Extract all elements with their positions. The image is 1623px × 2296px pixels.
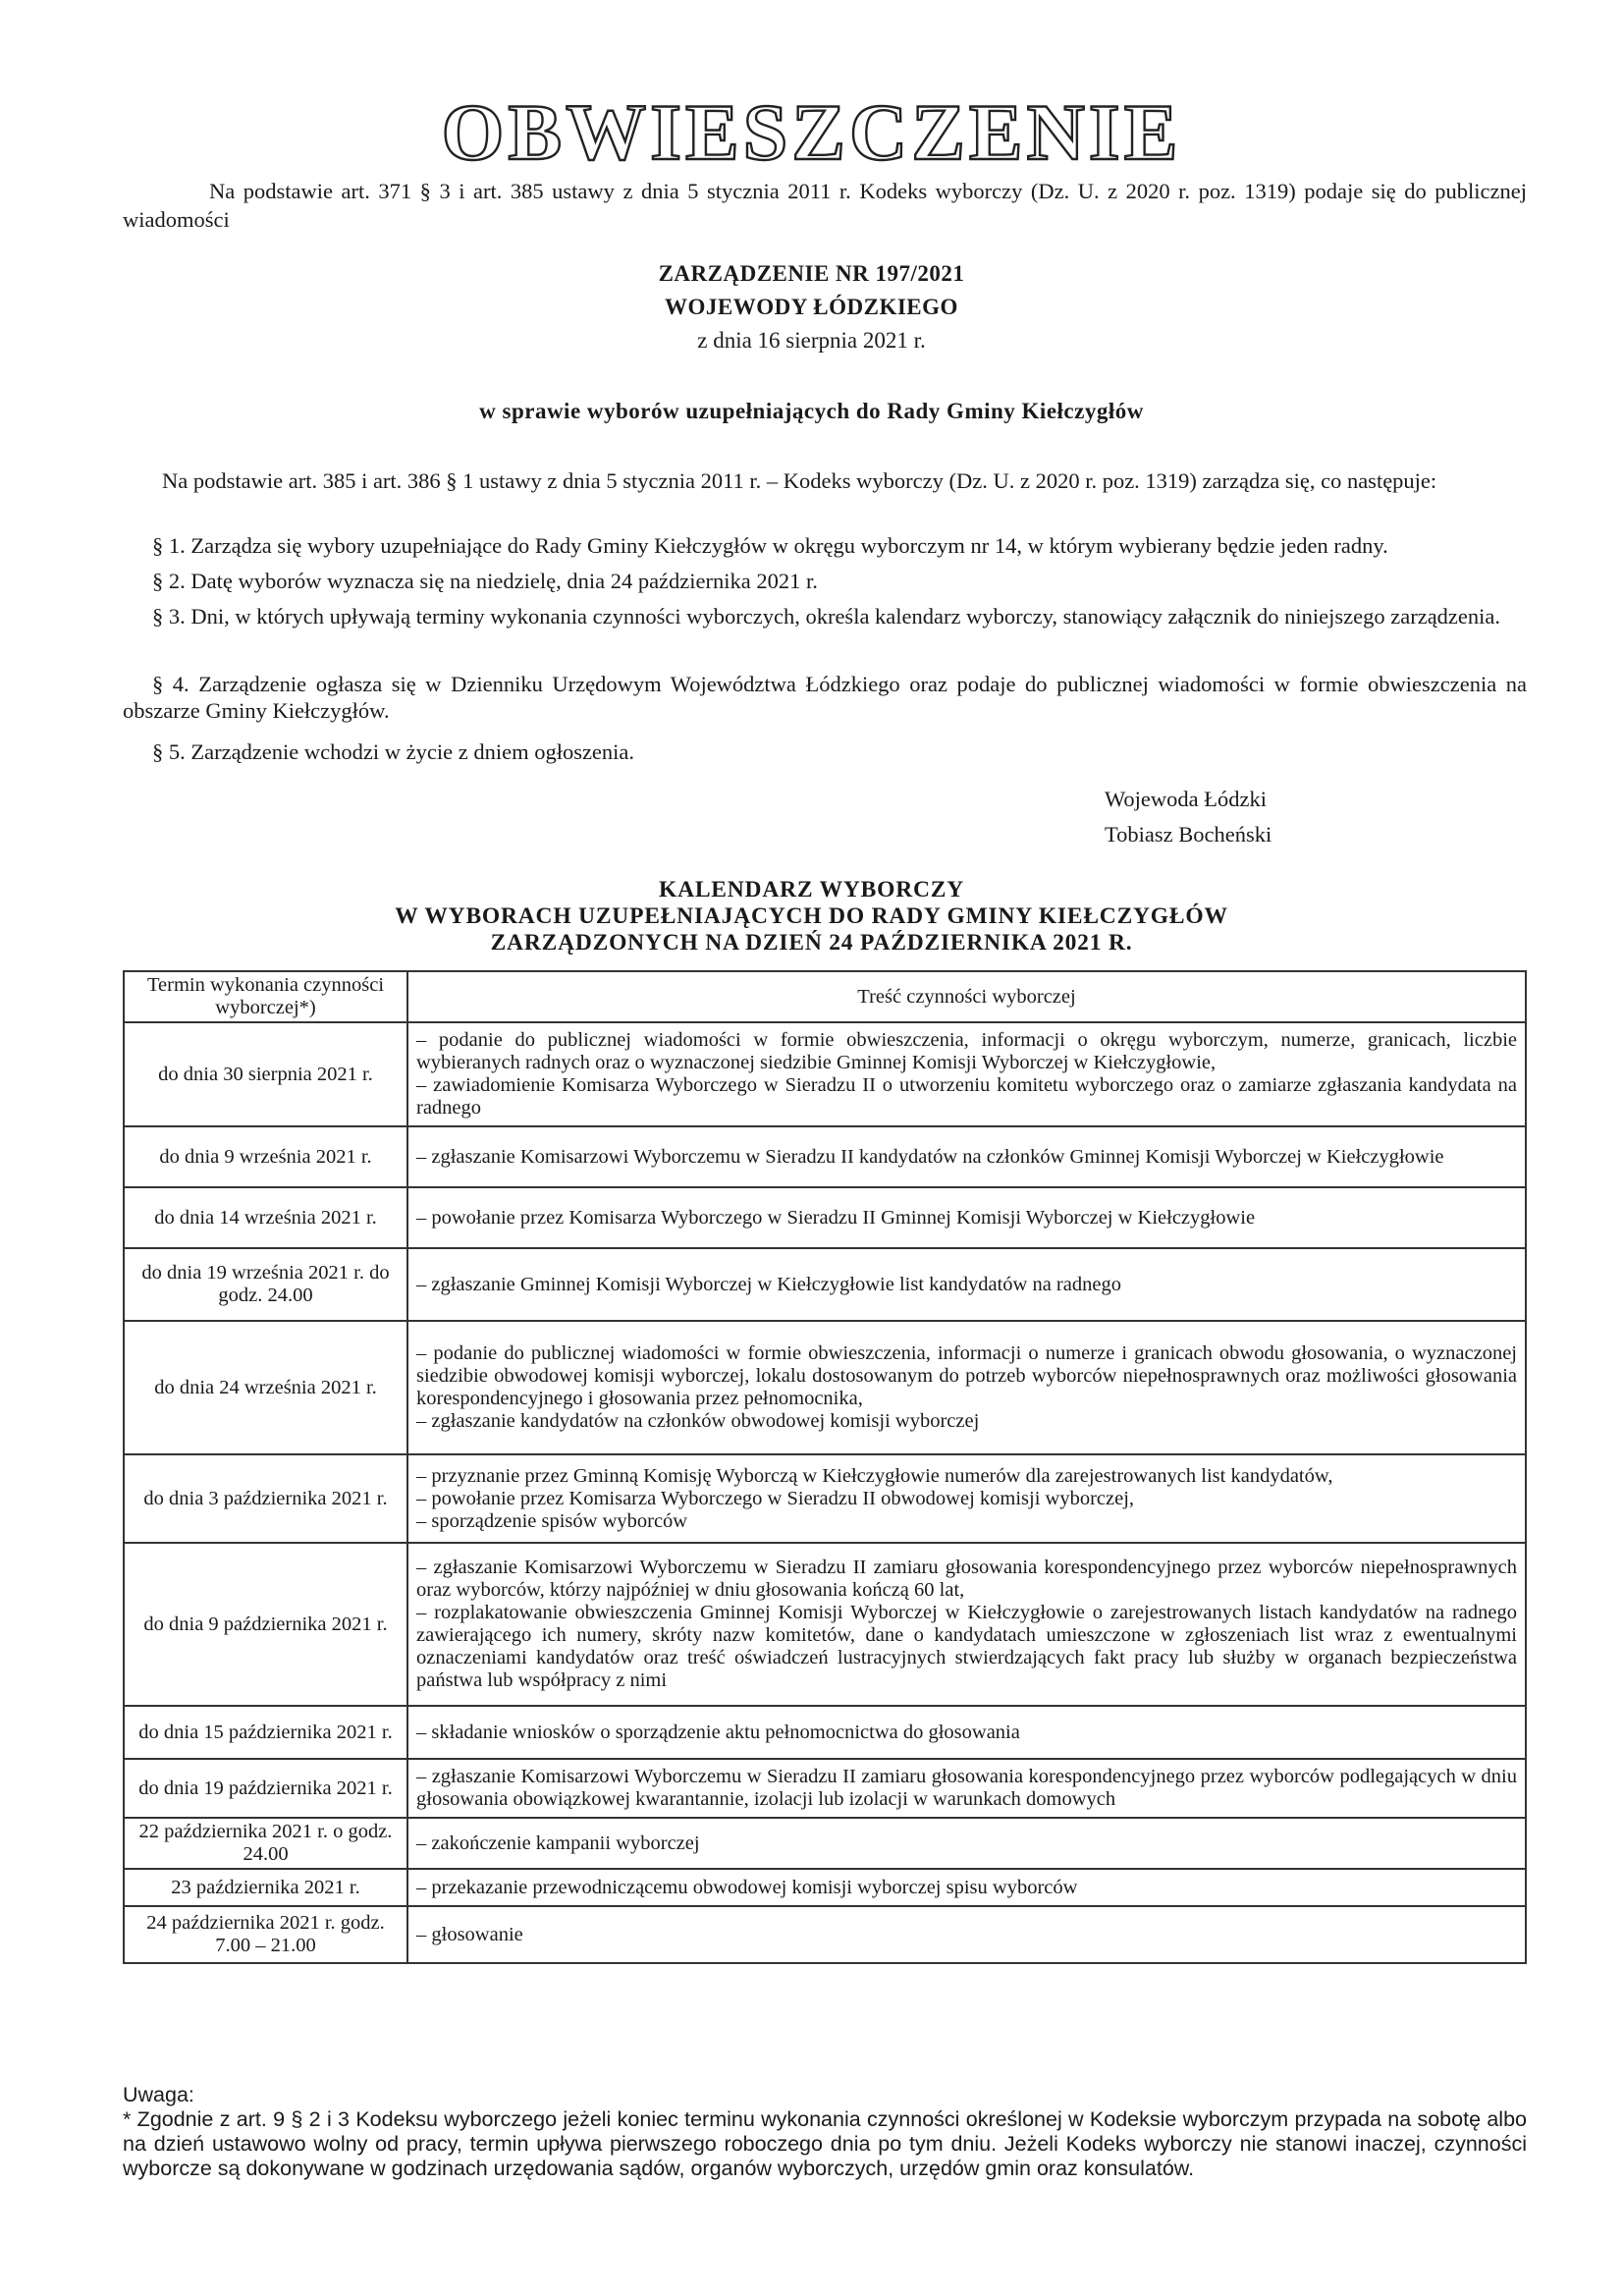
- content-line: – głosowanie: [416, 1923, 523, 1945]
- calendar-title: [0, 877, 1623, 957]
- section-1: [123, 532, 1527, 559]
- content-line: – przyznanie przez Gminną Komisję Wyborczą w Kiełczygłowie numerów dla zarejestrowanych list kandydatów,: [416, 1464, 1333, 1487]
- signature-name: Tobiasz Bocheński: [1105, 822, 1272, 847]
- content-cell: [407, 1022, 1526, 1126]
- term-cell: 23 października 2021 r.: [124, 1869, 407, 1906]
- table-row: [124, 1759, 1526, 1818]
- section-5: [123, 738, 1527, 765]
- intro-paragraph: [123, 177, 1527, 234]
- table-row: [124, 1869, 1526, 1906]
- intro-text: Na podstawie art. 371 § 3 i art. 385 ustawy z dnia 5 stycznia 2011 r. Kodeks wyborczy (Dz. U. z 2020 r. poz. 1319) podaje się do publicznej wiadomości: [123, 179, 1527, 232]
- content-line: – zgłaszanie Gminnej Komisji Wyborczej w Kiełczygłowie list kandydatów na radnego: [416, 1273, 1121, 1295]
- section-text: § 2. Datę wyborów wyznacza się na niedzielę, dnia 24 października 2021 r.: [152, 569, 818, 593]
- term-cell: do dnia 3 października 2021 r.: [124, 1454, 407, 1543]
- table-row: [124, 1187, 1526, 1248]
- content-line: – zawiadomienie Komisarza Wyborczego w Sieradzu II o utworzeniu komitetu wyborczego oraz o zamiarze zgłaszania kandydata na radnego: [416, 1074, 1517, 1119]
- ordinance-header: [0, 257, 1623, 357]
- section-text: § 1. Zarządza się wybory uzupełniające do Rady Gminy Kiełczygłów w okręgu wyborczym nr 14, w którym wybierany będzie jeden radny.: [152, 533, 1388, 558]
- table-row: [124, 1321, 1526, 1454]
- table-row: [124, 1818, 1526, 1869]
- content-cell: [407, 1321, 1526, 1454]
- preamble-paragraph: [123, 466, 1527, 495]
- content-line: – zakończenie kampanii wyborczej: [416, 1831, 700, 1854]
- term-cell: do dnia 9 września 2021 r.: [124, 1126, 407, 1187]
- term-cell: do dnia 14 września 2021 r.: [124, 1187, 407, 1248]
- section-text: § 4. Zarządzenie ogłasza się w Dzienniku Urzędowym Województwa Łódzkiego oraz podaje do publicznej wiadomości w formie obwieszczenia na obszarze Gminy Kiełczygłów.: [123, 672, 1527, 723]
- content-cell: [407, 1759, 1526, 1818]
- term-cell: do dnia 19 października 2021 r.: [124, 1759, 407, 1818]
- content-cell: [407, 1906, 1526, 1963]
- content-cell: [407, 1543, 1526, 1706]
- section-3: [123, 603, 1527, 629]
- table-body: [124, 1022, 1526, 1963]
- content-line: – podanie do publicznej wiadomości w formie obwieszczenia, informacji o okręgu wyborczym, numerze, granicach, liczbie wybieranych radnych oraz o wyznaczonej siedzibie Gminnej Komisji Wyborczej w Kiełczygłowie,: [416, 1029, 1517, 1073]
- content-cell: [407, 1706, 1526, 1759]
- content-line: – zgłaszanie Komisarzowi Wyborczemu w Sieradzu II kandydatów na członków Gminnej Komisji Wyborczej w Kiełczygłowie: [416, 1145, 1444, 1168]
- table-header-row: [124, 971, 1526, 1022]
- election-calendar-table: [123, 970, 1527, 1964]
- content-cell: [407, 1818, 1526, 1869]
- ordinance-number: ZARZĄDZENIE NR 197/2021: [658, 261, 965, 286]
- footnote-text: * Zgodnie z art. 9 § 2 i 3 Kodeksu wyborczego jeżeli koniec terminu wykonania czynności określonej w Kodeksie wyborczym przypada na sobotę albo na dzień ustawowo wolny od pracy, termin upływa pierwszego roboczego dnia po tym dniu. Jeżeli Kodeks wyborczy nie stanowi inaczej, czynności wyborcze są dokonywane w godzinach urzędowania sądów, organów wyborczych, urzędów gmin oraz konsulatów.: [123, 2107, 1527, 2180]
- content-cell: [407, 1126, 1526, 1187]
- table-row: [124, 1248, 1526, 1321]
- section-2: [123, 568, 1527, 594]
- content-cell: [407, 1869, 1526, 1906]
- table-row: [124, 1906, 1526, 1963]
- ordinance-issuer: WOJEWODY ŁÓDZKIEGO: [665, 295, 958, 319]
- section-text: § 3. Dni, w których upływają terminy wykonania czynności wyborczych, określa kalendarz wyborczy, stanowiący załącznik do niniejszego zarządzenia.: [152, 604, 1501, 629]
- footnote: [123, 2083, 1527, 2181]
- calendar-title-line-1: KALENDARZ WYBORCZY: [658, 877, 965, 902]
- content-line: – podanie do publicznej wiadomości w formie obwieszczenia, informacji o numerze i granicach obwodu głosowania, o wyznaczonej siedzibie obwodowej komisji wyborczej, lokalu dostosowanym do potrzeb wyborców niepełnosprawnych oraz możliwości głosowania korespondencyjnego i głosowania przez pełnomocnika,: [416, 1342, 1517, 1409]
- term-cell: do dnia 19 września 2021 r. do godz. 24.00: [124, 1248, 407, 1321]
- term-cell: 24 października 2021 r. godz. 7.00 – 21.00: [124, 1906, 407, 1963]
- content-line: – powołanie przez Komisarza Wyborczego w Sieradzu II obwodowej komisji wyborczej,: [416, 1487, 1135, 1509]
- table-row: [124, 1022, 1526, 1126]
- term-cell: do dnia 30 sierpnia 2021 r.: [124, 1022, 407, 1126]
- signature-block: [1105, 782, 1271, 852]
- calendar-title-line-2: W WYBORACH UZUPEŁNIAJĄCYCH DO RADY GMINY KIEŁCZYGŁÓW: [395, 903, 1228, 929]
- content-line: – zgłaszanie Komisarzowi Wyborczemu w Sieradzu II zamiaru głosowania korespondencyjnego przez wyborców podlegających w dniu głosowania obowiązkowej kwarantannie, izolacji lub izolacji w warunkach domowych: [416, 1766, 1517, 1810]
- content-cell: [407, 1248, 1526, 1321]
- section-text: § 5. Zarządzenie wchodzi w życie z dniem ogłoszenia.: [152, 739, 635, 764]
- term-cell: do dnia 15 października 2021 r.: [124, 1706, 407, 1759]
- document-title: OBWIESZCZENIE: [441, 87, 1182, 177]
- content-line: – zgłaszanie kandydatów na członków obwodowej komisji wyborczej: [416, 1410, 980, 1432]
- term-cell: 22 października 2021 r. o godz. 24.00: [124, 1818, 407, 1869]
- content-line: – przekazanie przewodniczącemu obwodowej komisji wyborczej spisu wyborców: [416, 1876, 1078, 1898]
- content-cell: [407, 1454, 1526, 1543]
- table-row: [124, 1543, 1526, 1706]
- content-line: – rozplakatowanie obwieszczenia Gminnej Komisji Wyborczej w Kiełczygłowie o zarejestrowanych listach kandydatów na radnego zawierającego ich numery, skróty nazw komitetów, dane o kandydatach umieszczone w zgłoszeniach list wraz z ewentualnymi oznaczeniami kandydatów oraz treść oświadczeń lustracyjnych stwierdzających fakt pracy lub służby w organach bezpieczeństwa państwa lub współpracy z nimi: [416, 1602, 1517, 1691]
- table-row: [124, 1126, 1526, 1187]
- signature-role: Wojewoda Łódzki: [1105, 787, 1268, 811]
- content-line: – powołanie przez Komisarza Wyborczego w Sieradzu II Gminnej Komisji Wyborczej w Kiełczygłowie: [416, 1206, 1256, 1229]
- content-line: – składanie wniosków o sporządzenie aktu pełnomocnictwa do głosowania: [416, 1721, 1020, 1743]
- calendar-title-line-3: ZARZĄDZONYCH NA DZIEŃ 24 PAŹDZIERNIKA 2021 R.: [490, 930, 1133, 956]
- term-cell: do dnia 24 września 2021 r.: [124, 1321, 407, 1454]
- preamble-text: Na podstawie art. 385 i art. 386 § 1 ustawy z dnia 5 stycznia 2011 r. – Kodeks wyborczy (Dz. U. z 2020 r. poz. 1319) zarządza się, co następuje:: [162, 468, 1437, 493]
- section-4: [123, 671, 1527, 724]
- footnote-label: Uwaga:: [123, 2083, 194, 2106]
- content-line: – sporządzenie spisów wyborców: [416, 1509, 688, 1532]
- content-line: – zgłaszanie Komisarzowi Wyborczemu w Sieradzu II zamiaru głosowania korespondencyjnego przez wyborców niepełnosprawnych oraz wyborców, którzy najpóźniej w dniu głosowania kończą 60 lat,: [416, 1557, 1517, 1601]
- table-row: [124, 1454, 1526, 1543]
- table-row: [124, 1706, 1526, 1759]
- column-header-content: Treść czynności wyborczej: [407, 971, 1526, 1022]
- ordinance-subject: w sprawie wyborów uzupełniających do Rady Gminy Kiełczygłów: [479, 399, 1144, 423]
- ordinance-date: z dnia 16 sierpnia 2021 r.: [697, 328, 926, 353]
- content-cell: [407, 1187, 1526, 1248]
- column-header-term: Termin wykonania czynności wyborczej*): [124, 971, 407, 1022]
- term-cell: do dnia 9 października 2021 r.: [124, 1543, 407, 1706]
